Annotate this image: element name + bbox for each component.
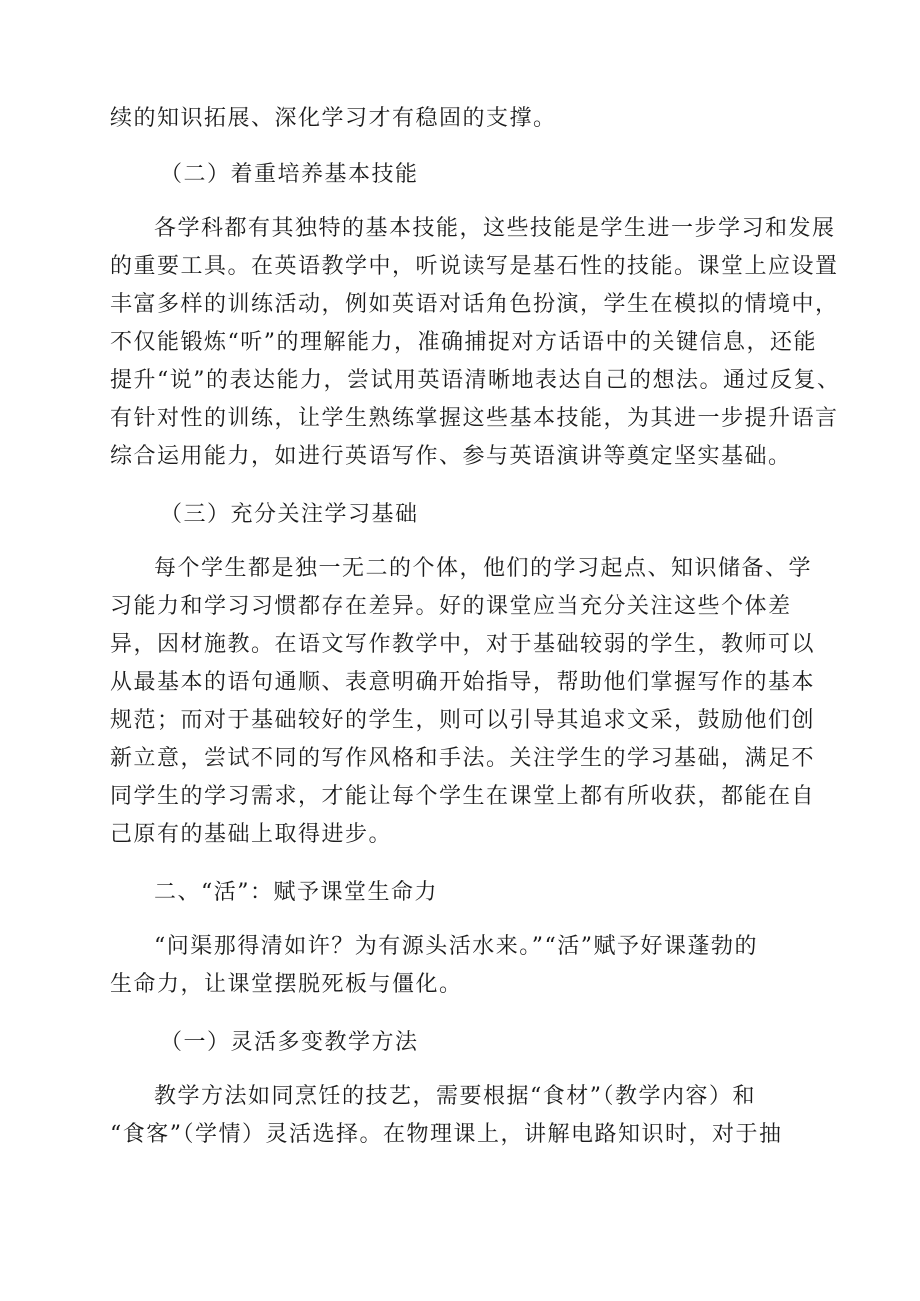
skills-paragraph <box>110 210 841 476</box>
section-heading-methods: （一）灵活多变教学方法 <box>160 1030 419 1055</box>
section-heading-alive: 二、“活”：赋予课堂生命力 <box>154 880 438 905</box>
paragraph-line: “问渠那得清如许？为有源头活水来。”“活”赋予好课蓬勃的 <box>154 934 758 959</box>
paragraph-line: 各学科都有其独特的基本技能，这些技能是学生进一步学习和发展 <box>154 216 836 241</box>
foundation-paragraph <box>110 550 820 854</box>
paragraph-line: 生命力，让课堂摆脱死板与僵化。 <box>110 972 463 997</box>
alive-paragraph <box>110 928 820 1004</box>
paragraph-line: 有针对性的训练，让学生熟练掌握这些基本技能，为其进一步提升语言 <box>110 406 839 431</box>
section-heading-foundation: （三）充分关注学习基础 <box>160 502 419 527</box>
paragraph-line: 从最基本的语句通顺、表意明确开始指导，帮助他们掌握写作的基本 <box>110 670 816 695</box>
paragraph-line: 规范；而对于基础较好的学生，则可以引导其追求文采，鼓励他们创 <box>110 708 816 733</box>
paragraph-line: 不仅能锻炼“听”的理解能力，准确捕捉对方话语中的关键信息，还能 <box>110 330 817 355</box>
paragraph-line: 己原有的基础上取得进步。 <box>110 822 393 847</box>
paragraph-line: 续的知识拓展、深化学习才有稳固的支撑。 <box>110 106 557 131</box>
methods-paragraph <box>110 1078 820 1154</box>
paragraph-line: “食客”（学情）灵活选择。在物理课上，讲解电路知识时，对于抽 <box>110 1122 783 1147</box>
paragraph-line: 每个学生都是独一无二的个体，他们的学习起点、知识储备、学 <box>154 556 813 581</box>
paragraph-line: 提升“说”的表达能力，尝试用英语清晰地表达自己的想法。通过反复、 <box>110 368 841 393</box>
paragraph-line: 丰富多样的训练活动，例如英语对话角色扮演，学生在模拟的情境中， <box>110 292 839 317</box>
intro-paragraph <box>110 100 820 138</box>
document-page <box>110 100 841 1154</box>
paragraph-line: 教学方法如同烹饪的技艺，需要根据“食材”（教学内容）和 <box>154 1084 756 1109</box>
section-heading-skills: （二）着重培养基本技能 <box>160 162 419 187</box>
paragraph-line: 习能力和学习习惯都存在差异。好的课堂应当充分关注这些个体差 <box>110 594 792 619</box>
paragraph-line: 综合运用能力，如进行英语写作、参与英语演讲等奠定坚实基础。 <box>110 444 792 469</box>
paragraph-line: 异，因材施教。在语文写作教学中，对于基础较弱的学生，教师可以 <box>110 632 816 657</box>
paragraph-line: 新立意，尝试不同的写作风格和手法。关注学生的学习基础，满足不 <box>110 746 816 771</box>
paragraph-line: 同学生的学习需求，才能让每个学生在课堂上都有所收获，都能在自 <box>110 784 816 809</box>
paragraph-line: 的重要工具。在英语教学中，听说读写是基石性的技能。课堂上应设置 <box>110 254 839 279</box>
